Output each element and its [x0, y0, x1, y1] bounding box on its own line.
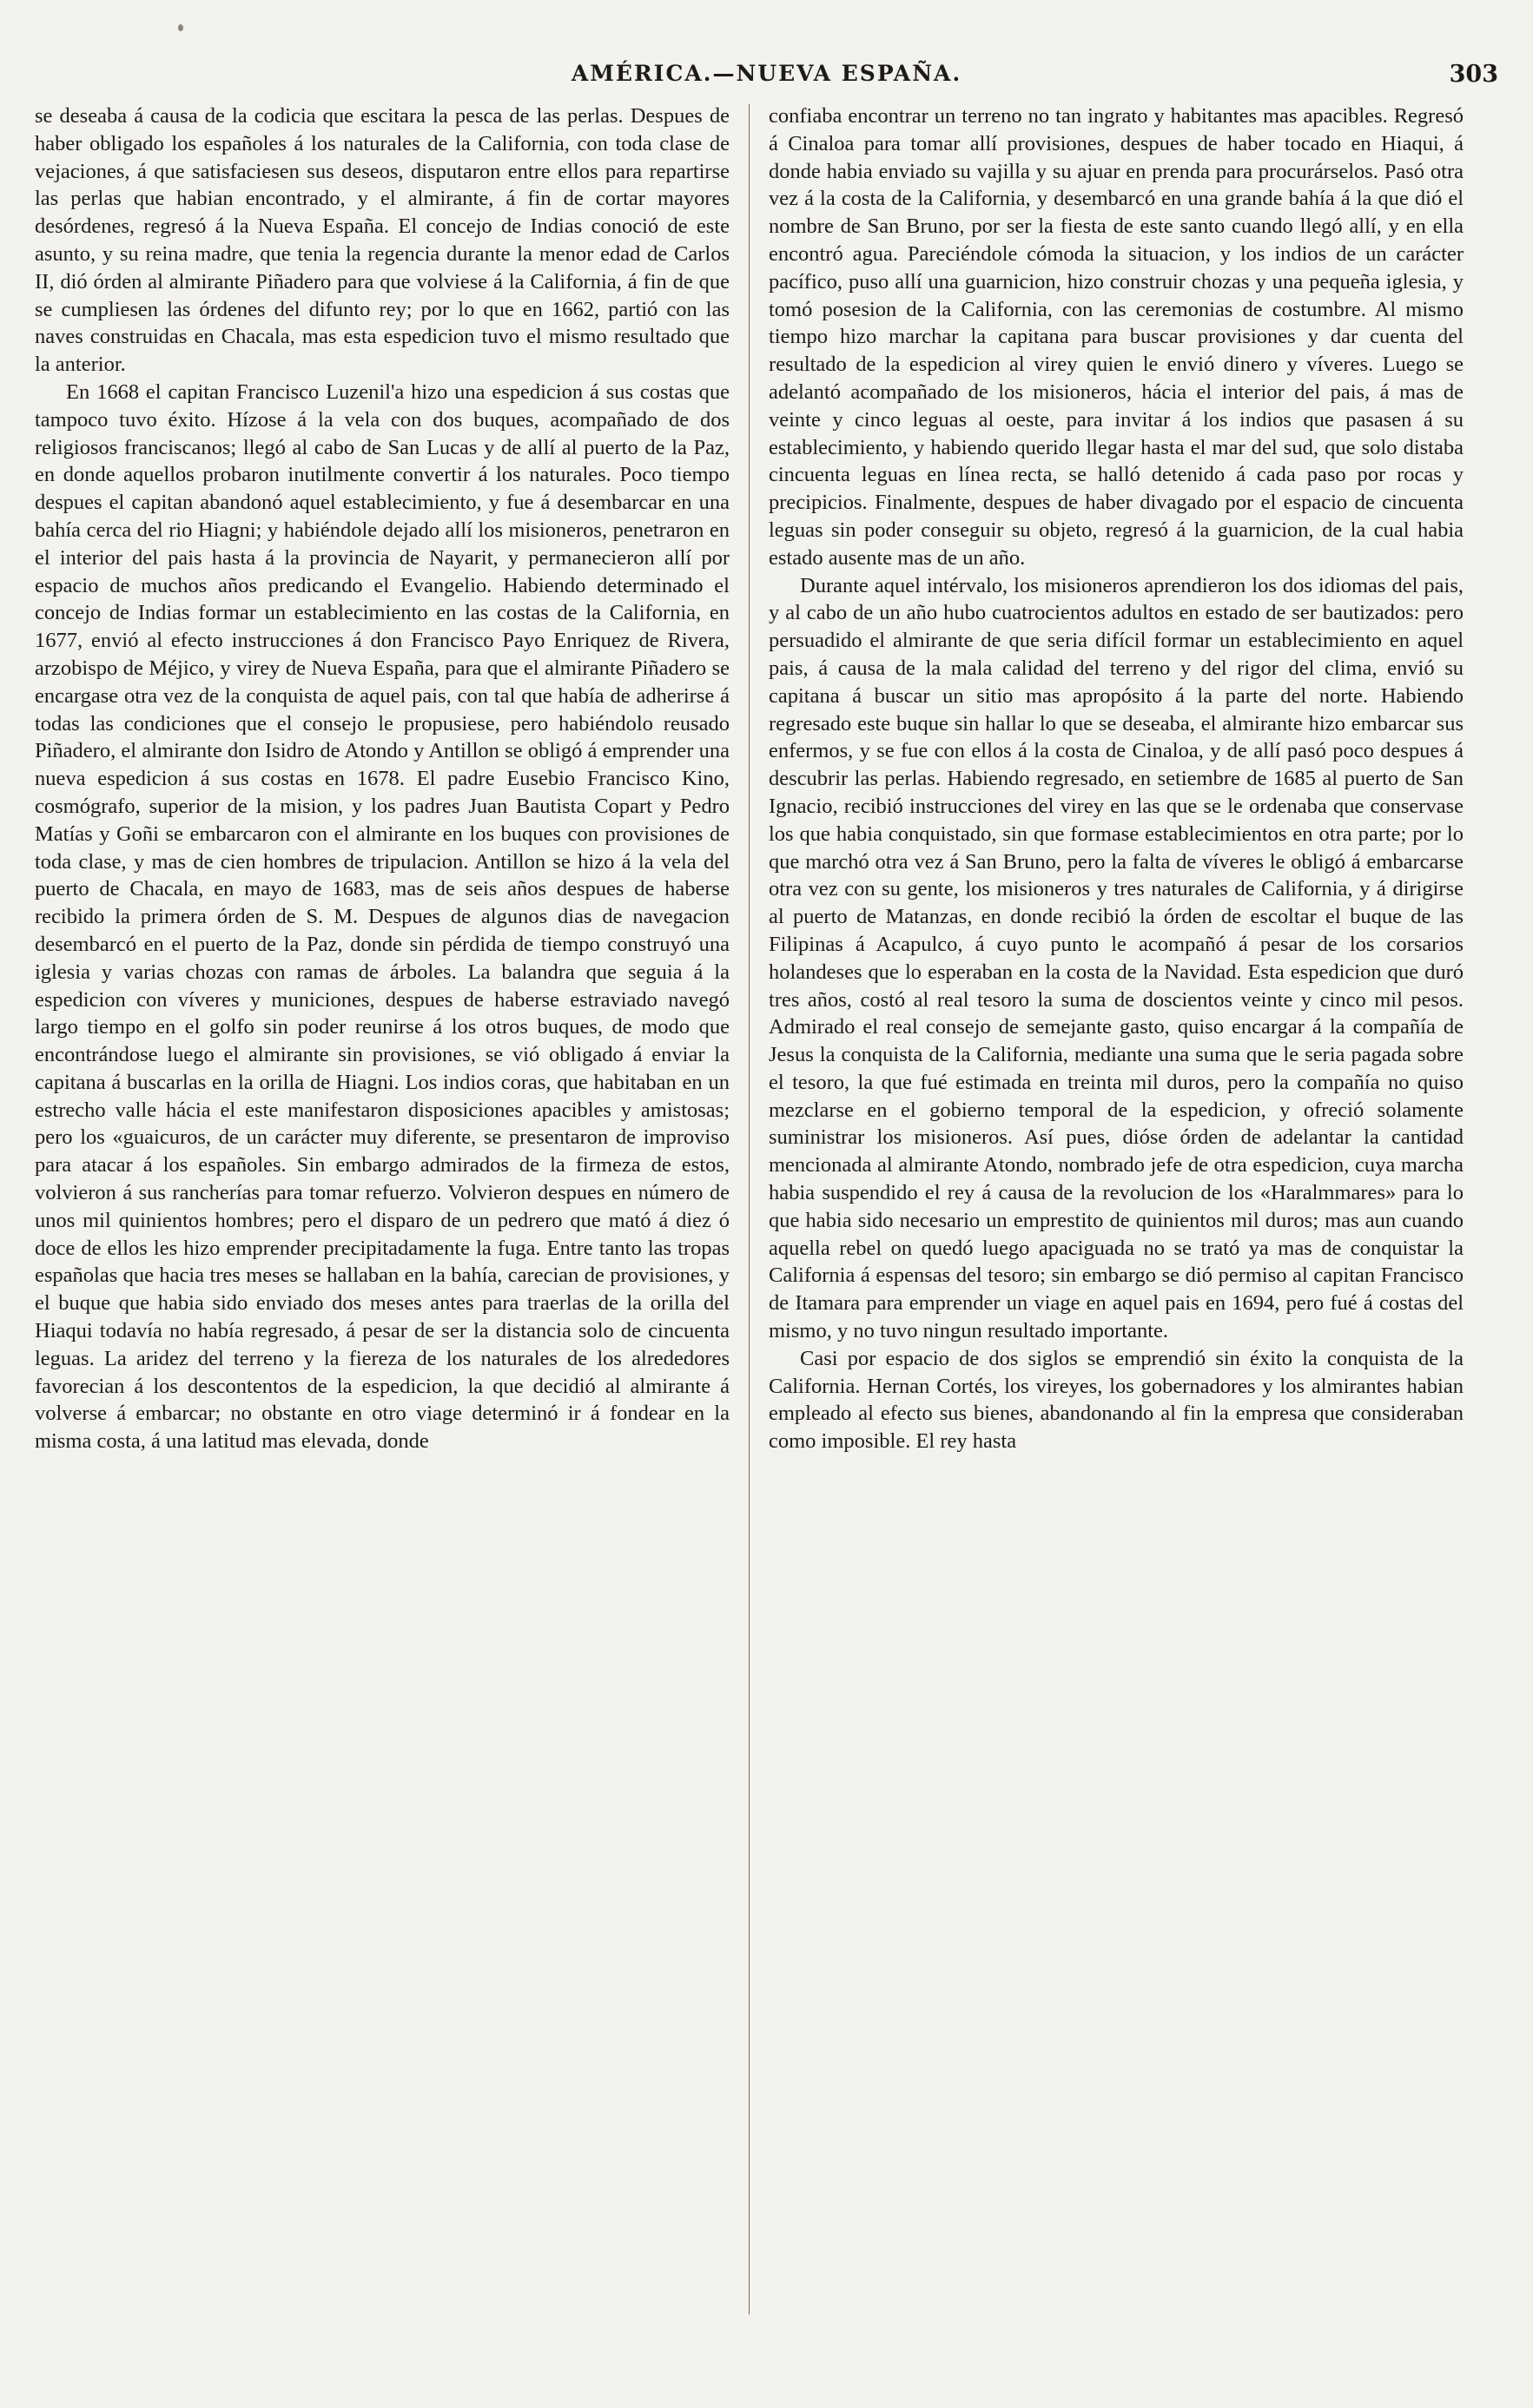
paragraph: Durante aquel intérvalo, los misioneros aprendieron los dos idiomas del pais, y al cabo de un año hubo cuatrocientos adultos en estado de ser bautizados: pero persuadido el almirante de que seria difícil formar un establecimiento en aquel pais, á causa de la mala calidad del terreno y del rigor del clima, envió su capitana á buscar un sitio mas apropósito á la parte del norte. Habiendo regresado este buque sin hallar lo que se deseaba, el almirante hizo embarcar sus enfermos, y se fue con ellos á la costa de Cinaloa, y de allí pasó poco despues á descubrir las perlas. Habiendo regresado, en setiembre de 1685 al puerto de San Ignacio, recibió instrucciones del virey en las que se le ordenaba que conservase los que habia conquistado, sin que formase establecimientos en otra parte; por lo que marchó otra vez á San Bruno, pero la falta de víveres le obligó á embarcarse otra vez con su gente, los misioneros y tres naturales de California, y á dirigirse al puerto de Matanzas, en donde recibió la órden de escoltar el buque de las Filipinas á Acapulco, á cuyo punto le acompañó á pesar de los corsarios holandeses que lo esperaban en la costa de la Navidad. Esta espedicion que duró tres años, costó al real tesoro la suma de doscientos veinte y cinco mil pesos. Admirado el real consejo de semejante gasto, quiso encargar á la compañía de Jesus la conquista de la California, mediante una suma que le seria pagada sobre el tesoro, la que fué estimada en treinta mil duros, pero la compañía no quiso mezclarse en el gobierno temporal de la espedicion, y ofreció solamente suministrar los misioneros. Así pues, dióse órden de adelantar la cantidad mencionada al almirante Atondo, nombrado jefe de otra espedicion, cuya marcha habia suspendido el rey á causa de la revolucion de los «Haralmmares» para lo que habia sido necesario un emprestito de quinientos mil duros; mas aun cuando aquella rebel on quedó luego apaciguada no se trató ya mas de conquistar la California á espensas del tesoro; sin embargo se dió permiso al capitan Francisco de Itamara para emprender un viage en aquel pais en 1694, pero fué á costas del mismo, y no tuvo ningun resultado importante. — [769, 573, 1464, 1343]
page-header — [35, 61, 1498, 101]
page-number: 303 — [1449, 61, 1498, 88]
running-title: AMÉRICA.—NUEVA ESPAÑA. — [571, 61, 962, 86]
paragraph: se deseaba á causa de la codicia que escitara la pesca de las perlas. Despues de haber obligado los españoles á los naturales de la California, con toda clase de vejaciones, á que satisfaciesen sus deseos, disputaron entre ellos para repartirse las perlas que habian encontrado, y el almirante, á fin de cortar mayores desórdenes, regresó á la Nueva España. El concejo de Indias conoció de este asunto, y su reina madre, que tenia la regencia durante la menor edad de Carlos II, dió órden al almirante Piñadero para que volviese á la California, á fin de que se cumpliesen las órdenes del difunto rey; por lo que en 1662, partió con las naves construidas en Chacala, mas esta espedicion tuvo el mismo resultado que la anterior. — [35, 104, 730, 377]
right-column — [769, 102, 1464, 2326]
paragraph: confiaba encontrar un terreno no tan ingrato y habitantes mas apacibles. Regresó á Cinaloa para tomar allí provisiones, despues de haber tocado en Hiaqui, á donde habia enviado su vajilla y su ajuar en prenda para procurárselos. Pasó otra vez á la costa de la California, y desembarcó en una grande bahía á la que dió el nombre de San Bruno, por ser la fiesta de este santo cuando llegó allí, y en ella encontró agua. Pareciéndole cómoda la situacion, y los indios de un carácter pacífico, puso allí una guarnicion, hizo construir chozas y una pequeña iglesia, y tomó posesion de la California, con las ceremonias de costumbre. Al mismo tiempo hizo marchar la capitana para buscar provisiones y dar cuenta del resultado de la espedicion al virey quien le envió dinero y víveres. Luego se adelantó acompañado de los misioneros, hácia el interior del pais, á mas de veinte y cinco leguas al oeste, para invitar á los indios que pasasen á su establecimiento, y habiendo querido llegar hasta el mar del sud, que solo distaba cincuenta leguas en línea recta, se halló detenido á cada paso por rocas y precipicios. Finalmente, despues de haber divagado por el espacio de cincuenta leguas sin poder conseguir su objeto, regresó á la guarnicion, de la cual habia estado ausente mas de un año. — [769, 104, 1464, 570]
left-column — [35, 102, 730, 2326]
paragraph: En 1668 el capitan Francisco Luzenil'a hizo una espedicion á sus costas que tampoco tuvo éxito. Hízose á la vela con dos buques, acompañado de dos religiosos franciscanos; llegó al cabo de San Lucas y de allí al puerto de la Paz, en donde aquellos probaron inutilmente convertir á los naturales. Poco tiempo despues el capitan abandonó aquel establecimiento, y fue á desembarcar en una bahía cerca del rio Hiagni; y habiéndole dejado allí los misioneros, penetraron en el interior del pais hasta á la provincia de Nayarit, y permanecieron allí por espacio de muchos años predicando el Evangelio. Habiendo determinado el concejo de Indias formar un establecimiento en las costas de la California, en 1677, envió al efecto instrucciones á don Francisco Payo Enriquez de Rivera, arzobispo de Méjico, y virey de Nueva España, para que el almirante Piñadero se encargase otra vez de la conquista de aquel pais, con tal que había de adherirse á todas las condiciones que el consejo le propusiese, pero habiéndolo reusado Piñadero, el almirante don Isidro de Atondo y Antillon se obligó á emprender una nueva espedicion á sus costas en 1678. El padre Eusebio Francisco Kino, cosmógrafo, superior de la mision, y los padres Juan Bautista Copart y Pedro Matías y Goñi se embarcaron con el almirante en los buques con provisiones de toda clase, y mas de cien hombres de tripulacion. Antillon se hizo á la vela del puerto de Chacala, en mayo de 1683, mas de seis años despues de haberse recibido la primera órden de S. M. Despues de algunos dias de navegacion desembarcó en el puerto de la Paz, donde sin pérdida de tiempo construyó una iglesia y varias chozas con ramas de árboles. La balandra que seguia á la espedicion con víveres y municiones, despues de haberse estraviado navegó largo tiempo en el golfo sin poder reunirse á los otros buques, de modo que encontrándose luego el almirante sin provisiones, se vió obligado á enviar la capitana á buscarlas en la orilla de Hiagni. Los indios coras, que habitaban en un estrecho valle hácia el este manifestaron disposiciones apacibles y amistosas; pero los «guaicuros, de un carácter muy diferente, se presentaron de improviso para atacar á los españoles. Sin embargo admirados de la firmeza de estos, volvieron á sus rancherías para tomar refuerzo. Volvieron despues en número de unos mil quinientos hombres; pero el disparo de un pedrero que mató á diez ó doce de ellos les hizo emprender precipitadamente la fuga. Entre tanto las tropas españolas que hacia tres meses se hallaban en la bahía, carecian de provisiones, y el buque que habia sido enviado dos meses antes para traerlas de la orilla del Hiaqui todavía no había regresado, á pesar de ser la distancia solo de cincuenta leguas. La aridez del terreno y la fiereza de los naturales de los alrededores favorecian á los descontentos de la espedicion, la que decidió al almirante á volverse á embarcar; no obstante en otro viage determinó ir á fondear en la misma costa, á una latitud mas elevada, donde — [35, 379, 730, 1454]
paragraph: Casi por espacio de dos siglos se emprendió sin éxito la conquista de la California. Hernan Cortés, los vireyes, los gobernadores y los almirantes habian empleado al efecto sus bienes, abandonando al fin la empresa que consideraban como imposible. El rey hasta — [769, 1346, 1464, 1454]
ink-speck — [178, 24, 183, 31]
column-divider — [749, 104, 750, 2314]
text-columns — [35, 102, 1498, 2326]
